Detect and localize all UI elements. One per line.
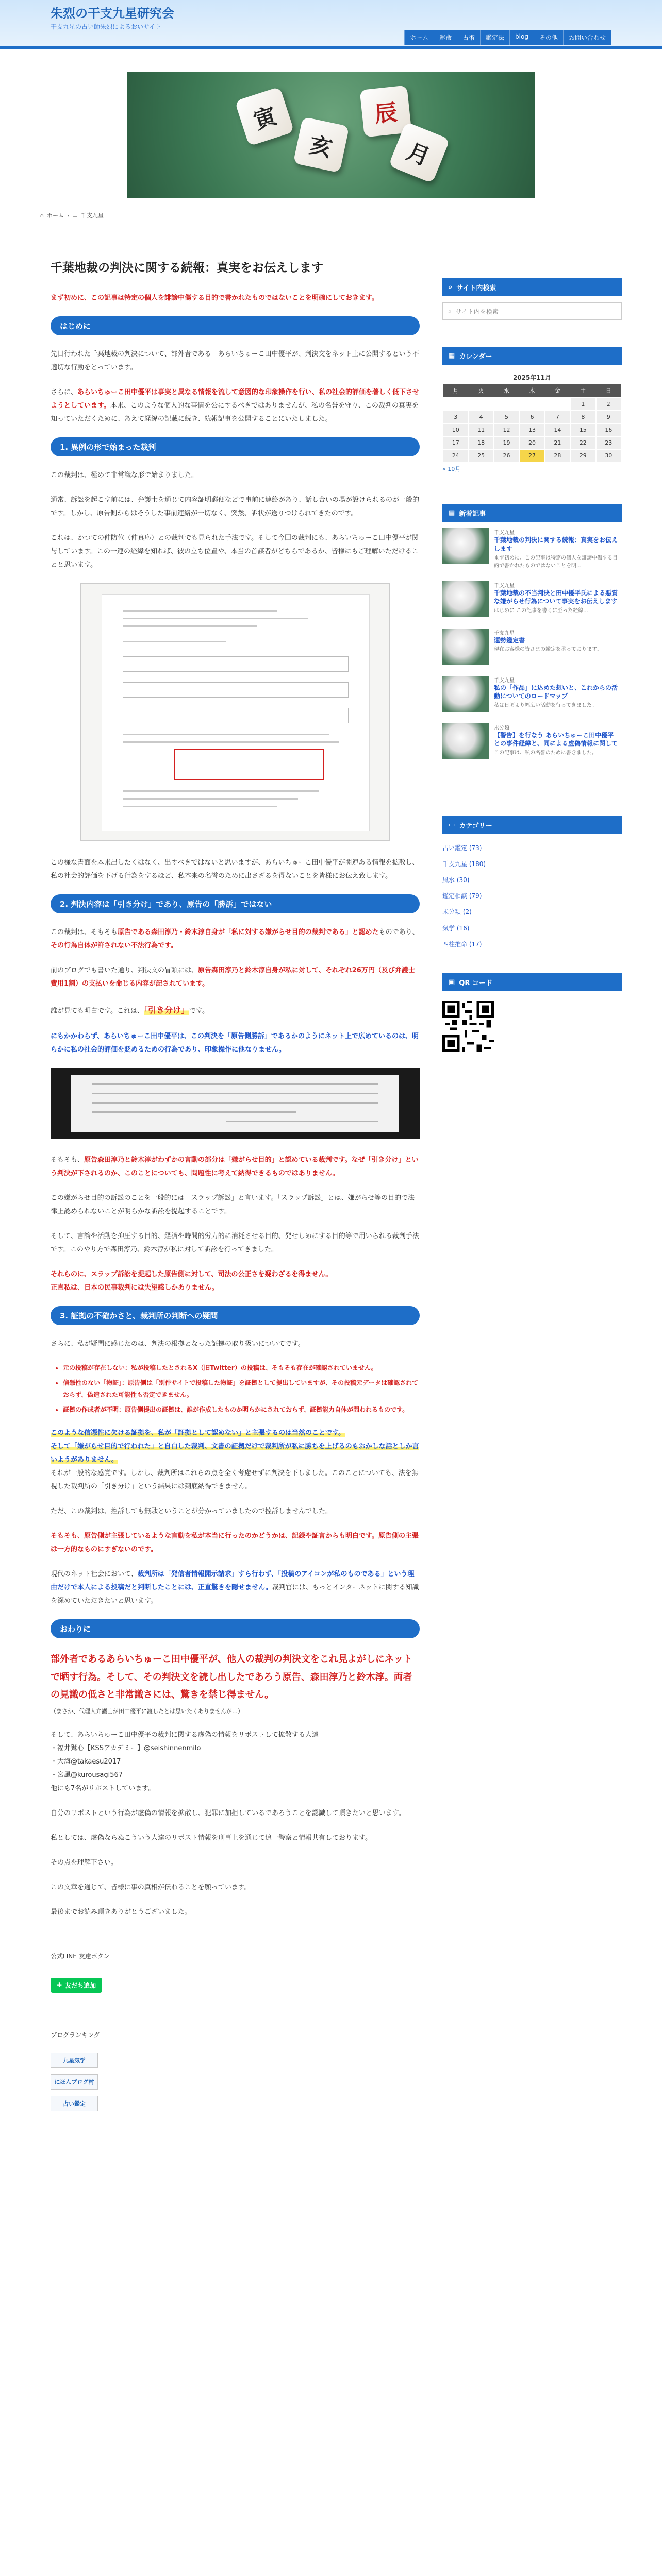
text-red: 原告森田淳乃と鈴木淳がわずかの言動の部分は「嫌がらせ目的」と認めている裁判です。なぜ「引き分け」という判決が下されるのか、 bbox=[51, 1156, 419, 1178]
highlight-box bbox=[174, 749, 324, 780]
judgment-document-image bbox=[80, 583, 390, 841]
widget-title-text: カテゴリー bbox=[459, 822, 492, 830]
paragraph bbox=[51, 386, 420, 426]
reposter-list bbox=[51, 1742, 420, 1782]
paragraph: それが一般的な感覚です。しかし、裁判所はこれらの点を全く考慮せずに判決を下しました。このことについても、法を無視した裁判所の「引き分け」という結果には到底納得できません。 bbox=[51, 1469, 419, 1491]
text-highlight: このような信憑性に欠ける証拠を、私が「証拠として認めない」と主張するのは当然のことです。 bbox=[51, 1429, 345, 1437]
calendar-icon: ▦ bbox=[449, 352, 455, 360]
paragraph: そもそも、原告側が主張しているような言動を私が本当に行ったのかどうかは、記録や証言からも明白です。原告側の主張は一方的なものにすぎないのです。 bbox=[51, 1532, 419, 1554]
calendar-week bbox=[443, 411, 621, 423]
paragraph: 通常、訴訟を起こす前には、弁護士を通じて内容証明郵便などで事前に連絡があり、話し合いの場が設けられるのが一般的です。しかし、原告側からはそうした事前連絡が一切なく、突然、訴状が送りつけられてきたのです。 bbox=[51, 496, 420, 518]
sidebar bbox=[442, 278, 622, 1054]
calendar-day[interactable]: 17 bbox=[443, 436, 468, 449]
line-button-label: 友だち追加 bbox=[65, 1981, 96, 1989]
widget-title-search bbox=[442, 278, 622, 296]
list-item: • 元の投稿が存在しない：私が投稿したとされるX（旧Twitter）の投稿は、そもそも存在が確認されていません。 bbox=[63, 1362, 420, 1374]
calendar-day[interactable]: 1 bbox=[570, 398, 595, 411]
calendar-day[interactable]: 27 bbox=[519, 449, 544, 462]
section-heading: 2. 判決内容は「引き分け」であり、原告の「勝訴」ではない bbox=[51, 894, 420, 913]
search-input[interactable] bbox=[442, 302, 622, 320]
nav-reading[interactable]: 鑑定法 bbox=[481, 30, 510, 45]
recent-post[interactable] bbox=[442, 528, 622, 570]
post-thumbnail[interactable] bbox=[442, 723, 489, 759]
paragraph: それらのに、スラップ訴訟を提起した原告側に対して、司法の公正さを疑わざるを得ません。 bbox=[51, 1270, 333, 1279]
paragraph: この様な書面を本来出したくはなく、出すべきではないと思いますが、あらいちゅーこ田中優平が関連ある情報を拡散し、私の社会的評価を下げる行為をするほど、私本来の名誉のために出さざるを得ないことを皆様にお伝え致します。 bbox=[51, 859, 419, 880]
calendar-day[interactable]: 13 bbox=[519, 423, 544, 436]
paragraph: この裁判は、極めて非常識な形で始まりました。 bbox=[51, 471, 198, 480]
folder-icon: ▭ bbox=[72, 212, 78, 219]
brand[interactable] bbox=[51, 3, 174, 31]
paragraph: にもかかわらず、あらいちゅーこ田中優平は、この判決を「原告側勝訴」であるかのようにネット上で広めているのは、明らかに私の社会的評価を貶めるための行為であり、印象操作に他なりません。 bbox=[51, 1032, 419, 1054]
hero-die: 辰 bbox=[359, 85, 411, 137]
text-red: 原告である森田淳乃・鈴木淳自身が「私に対する嫌がらせ目的の裁判である」と認めた bbox=[118, 928, 379, 937]
section-heading: はじめに bbox=[51, 316, 420, 335]
search-icon: ⌕ bbox=[448, 307, 452, 315]
post-title[interactable]: 私の「作品」に込めた想いと、これからの活動についてのロードマップ bbox=[494, 684, 618, 700]
widget-title-category bbox=[442, 816, 622, 834]
nav-blog[interactable]: blog bbox=[510, 30, 534, 45]
calendar-weekday: 火 bbox=[468, 384, 493, 398]
section-heading: おわりに bbox=[51, 1619, 420, 1638]
calendar bbox=[442, 371, 622, 463]
list-item: • 信憑性のない「物証」：原告側は「別件サイトで投稿した物証」を証拠として提出していますが、その投稿元データは確認されておらず、偽造された可能性も否定できません。 bbox=[63, 1377, 420, 1401]
paragraph bbox=[51, 1427, 420, 1440]
calendar-week bbox=[443, 398, 621, 411]
category-link[interactable]: 鑑定相談 (79) bbox=[442, 892, 482, 900]
calendar-day[interactable]: 7 bbox=[545, 411, 570, 423]
post-category: 千支九星 bbox=[494, 630, 515, 636]
ranking-banner[interactable]: にほんブログ村 bbox=[51, 2074, 98, 2090]
text: そもそも、 bbox=[51, 1156, 85, 1164]
calendar-day bbox=[519, 398, 544, 411]
calendar-weekday: 月 bbox=[443, 384, 468, 398]
list-item: • 証拠の作成者が不明：原告側提出の証拠は、誰が作成したものか明らかにされておらず、証拠能力自体が問われるものです。 bbox=[63, 1404, 420, 1416]
list-item: ・福井鷲心【KSSアカデミー】@seishinnenmilo bbox=[51, 1744, 201, 1752]
post-title[interactable]: 【警告】を行なう あらいちゅーこ田中優平 との事件経緯と、同による虚偽情報に関して bbox=[494, 731, 618, 748]
calendar-day[interactable]: 25 bbox=[468, 449, 493, 462]
paragraph bbox=[51, 926, 420, 953]
hero-die: 寅 bbox=[235, 87, 294, 146]
line-label: 公式LINE 友達ボタン bbox=[51, 1952, 110, 1960]
line-icon: ✚ bbox=[57, 1981, 62, 1989]
calendar-day bbox=[468, 398, 493, 411]
chevron-right-icon: › bbox=[67, 212, 70, 219]
widget-title-text: 新着記事 bbox=[459, 510, 486, 518]
text-red: あらいちゅーこ田中優平は事実と異なる情報を流して意図的な印象操作を行い、私の社会的評価を著しく低下させようとしています。 bbox=[51, 388, 420, 410]
paragraph: 他にも7名がリポストしています。 bbox=[51, 1784, 155, 1792]
calendar-day[interactable]: 16 bbox=[596, 423, 621, 436]
calendar-weekday: 木 bbox=[519, 384, 544, 398]
post-category: 千支九星 bbox=[494, 583, 515, 589]
widget-title-text: サイト内検索 bbox=[456, 284, 496, 292]
post-excerpt: この記事は、私の名誉のために書きました。 bbox=[494, 750, 597, 756]
text: です。 bbox=[189, 1007, 209, 1015]
section-heading: 3. 証拠の不確かさと、裁判所の判断への疑問 bbox=[51, 1306, 420, 1325]
calendar-day bbox=[443, 398, 468, 411]
blog-ranking-label: ブログランキング bbox=[51, 2031, 100, 2039]
text-highlight: そして「嫌がらせ目的で行われた」と自白した裁判、文書の証拠だけで裁判所が私に勝ちを上げるのもおかしな話としか言いようがありません。 bbox=[51, 1443, 419, 1464]
quote-image-text bbox=[71, 1075, 399, 1132]
calendar-day[interactable]: 20 bbox=[519, 436, 544, 449]
post-title[interactable]: 運勢鑑定書 bbox=[494, 636, 525, 644]
calendar-day[interactable]: 29 bbox=[570, 449, 595, 462]
nav-other[interactable]: その他 bbox=[534, 30, 564, 45]
calendar-day[interactable]: 24 bbox=[443, 449, 468, 462]
paragraph: 正直私は、日本の民事裁判には失望感しかありません。 bbox=[51, 1284, 219, 1292]
paragraph bbox=[51, 1154, 420, 1180]
calendar-day[interactable]: 28 bbox=[545, 449, 570, 462]
calendar-prev-link[interactable]: « 10月 bbox=[442, 466, 461, 472]
document-page bbox=[102, 594, 370, 831]
calendar-week bbox=[443, 436, 621, 449]
folder-icon: ▭ bbox=[449, 821, 455, 829]
post-title[interactable]: 千葉地裁の判決に関する続報：真実をお伝えします bbox=[494, 536, 618, 552]
category-list bbox=[442, 840, 622, 953]
calendar-weekday: 水 bbox=[494, 384, 519, 398]
paragraph: ただ、この裁判は、控訴しても無駄ということが分かっていましたので控訴しませんでした。 bbox=[51, 1507, 333, 1516]
nav-contact[interactable]: お問い合わせ bbox=[564, 30, 611, 45]
post-thumbnail[interactable] bbox=[442, 581, 489, 617]
text: この裁判は、そもそも bbox=[51, 928, 118, 937]
paragraph: そして、あらいちゅーこ田中優平の裁判に関する虚偽の情報をリポストして拡散する人達 bbox=[51, 1731, 319, 1739]
text: 裁判官には、もっとインターネットに関する知識を深めていただきたいと思います。 bbox=[51, 1584, 419, 1605]
paragraph: 部外者であるあらいちゅーこ田中優平が、他人の裁判の判決文をこれ見よがしにネットで晒す行為。そして、その判決文を読し出したであろう原告、森田淳乃と鈴木淳。両者の見識の低さと非常識さには、驚きを禁じ得ません。 bbox=[51, 1654, 412, 1700]
widget-title-text: QR コード bbox=[459, 979, 492, 987]
calendar-week bbox=[443, 423, 621, 436]
post-excerpt: まず初めに、この記事は特定の個人を誹謗中傷する目的で書かれたものではないことを明... bbox=[494, 555, 618, 569]
category-link[interactable]: 風水 (30) bbox=[442, 876, 470, 884]
calendar-day[interactable]: 3 bbox=[443, 411, 468, 423]
site-title[interactable]: 朱烈の干支九星研究会 bbox=[51, 6, 174, 21]
site-header bbox=[0, 0, 662, 49]
calendar-day[interactable]: 12 bbox=[494, 423, 519, 436]
paragraph: 私としては、虚偽ならぬこういう人達のリポスト情報を刑事上を通じて追一警察と情報共有しております。 bbox=[51, 1834, 372, 1842]
category-link[interactable]: 気学 (16) bbox=[442, 924, 470, 932]
quote-image bbox=[51, 1068, 420, 1139]
paragraph: この文章を通じて、皆様に事の真相が伝わることを願っています。 bbox=[51, 1883, 251, 1891]
calendar-day bbox=[545, 398, 570, 411]
calendar-day bbox=[494, 398, 519, 411]
text-red: このことについても、問題性に考えて納得できるものではありません。 bbox=[124, 1170, 339, 1178]
post-thumbnail[interactable] bbox=[442, 676, 489, 712]
paragraph: これは、かつての仲防位（仲真応）との裁判でも見られた手法です。そして今回の裁判にも、あらいちゅーこ田中優平が関与しています。この一連の経緯を知れば、彼の立ち位置や、本当の首謀者がどちらであるか、皆様にもご理解いただけることと思います。 bbox=[51, 534, 419, 569]
paragraph: 自分のリポストという行為が虚偽の情報を拡散し、犯罪に加担しているであろうことを認識して頂きたいと思います。 bbox=[51, 1809, 405, 1817]
calendar-weekday: 日 bbox=[596, 384, 621, 398]
calendar-day[interactable]: 11 bbox=[468, 423, 493, 436]
lead-text: まず初めに、この記事は特定の個人を誹謗中傷する目的で書かれたものではないことを明確にしておきます。 bbox=[51, 294, 378, 302]
calendar-day[interactable]: 8 bbox=[570, 411, 595, 423]
calendar-day[interactable]: 18 bbox=[468, 436, 493, 449]
calendar-day[interactable]: 19 bbox=[494, 436, 519, 449]
post-category: 千支九星 bbox=[494, 530, 515, 536]
calendar-weekday: 金 bbox=[545, 384, 570, 398]
post-excerpt: 現在お客様の皆さまの鑑定を承っております。 bbox=[494, 647, 602, 653]
widget-title-recent bbox=[442, 504, 622, 522]
text-red: 原告森田淳乃と鈴木淳自身が私に対して、それぞれ26万円（及び弁護士費用1割）の支払いを命じる内容が記されています。 bbox=[51, 967, 415, 988]
category-link[interactable]: 未分類 (2) bbox=[442, 908, 472, 916]
calendar-day[interactable]: 10 bbox=[443, 423, 468, 436]
paragraph: この嫌がらせ目的の訴訟のことを一般的には「スラップ訴訟」と言います。「スラップ訴訟」とは、嫌がらせ等の目的で法律上認められないことが明らかな訴訟を提起することです。 bbox=[51, 1194, 415, 1216]
calendar-day[interactable]: 22 bbox=[570, 436, 595, 449]
calendar-day[interactable]: 9 bbox=[596, 411, 621, 423]
text: さらに、 bbox=[51, 388, 78, 397]
nav-home[interactable]: ホーム bbox=[404, 30, 434, 45]
nav-fortune[interactable]: 運命 bbox=[434, 30, 457, 45]
paragraph: その点を理解下さい。 bbox=[51, 1858, 118, 1867]
calendar-day[interactable]: 4 bbox=[468, 411, 493, 423]
widget-title-qr bbox=[442, 973, 622, 991]
calendar-weekday: 土 bbox=[570, 384, 595, 398]
text-blue: 裁判所は「発信者情報開示請求」すら行わず、「投稿のアイコンが私のものである」という理由だけで本人による投稿だと判断したことには、正直驚きを隠せません。 bbox=[51, 1570, 415, 1592]
post-excerpt: 私は日頃より幅広い活動を行ってきました。 bbox=[494, 703, 597, 709]
hero-image bbox=[127, 72, 535, 198]
calendar-day[interactable]: 6 bbox=[519, 411, 544, 423]
category-link[interactable]: 四柱推命 (17) bbox=[442, 940, 482, 948]
paragraph: 最後までお読み頂きありがとうございました。 bbox=[51, 1908, 192, 1916]
paragraph: 先日行われた千葉地裁の判決について、部外者である あらいちゅーこ田中優平が、判決文をネット上に公開するという不適切な行動をとっています。 bbox=[51, 350, 419, 372]
post-category: 未分類 bbox=[494, 725, 509, 731]
post-thumbnail[interactable] bbox=[442, 528, 489, 564]
hero-die: 月 bbox=[388, 122, 450, 183]
page-title: 千葉地裁の判決に関する続報：真実をお伝えします bbox=[51, 261, 323, 275]
calendar-day[interactable]: 26 bbox=[494, 449, 519, 462]
section-heading: 1. 異例の形で始まった裁判 bbox=[51, 437, 420, 456]
category-link[interactable]: 占い鑑定 (73) bbox=[442, 844, 482, 852]
post-title[interactable]: 千葉地裁の不当判決と田中優平氏による悪質な嫌がらせ行為について事実をお伝えします bbox=[494, 589, 618, 605]
qr-icon: ▣ bbox=[449, 978, 455, 986]
paragraph bbox=[51, 1568, 420, 1608]
recent-post[interactable] bbox=[442, 676, 622, 712]
search-placeholder: サイト内を検索 bbox=[455, 308, 499, 315]
nav-divination[interactable]: 占術 bbox=[457, 30, 481, 45]
recent-post[interactable] bbox=[442, 629, 622, 665]
ranking-banner[interactable]: 九星気学 bbox=[51, 2053, 98, 2068]
breadcrumb-home[interactable]: ホーム bbox=[46, 212, 64, 219]
text: 本来、このような個人的な事情を公にするべきではありませんが、私の名誉を守り、この裁判の真実を知っていただくために、あえて経緯の記載に続き、続報記事を公開することにいたしました。 bbox=[51, 402, 419, 423]
text-highlight: 「引き分け」 bbox=[143, 1005, 189, 1015]
line-add-friend-button[interactable] bbox=[51, 1978, 102, 1993]
article bbox=[51, 260, 420, 2117]
calendar-day[interactable]: 23 bbox=[596, 436, 621, 449]
evidence-list bbox=[63, 1362, 420, 1415]
text: ものであり、 bbox=[378, 928, 419, 937]
list-item: ・大海@takaesu2017 bbox=[51, 1757, 121, 1766]
calendar-week bbox=[443, 449, 621, 462]
post-category: 千支九星 bbox=[494, 677, 515, 684]
calendar-day[interactable]: 15 bbox=[570, 423, 595, 436]
qr-code bbox=[442, 1001, 494, 1052]
calendar-day[interactable]: 2 bbox=[596, 398, 621, 411]
global-nav bbox=[404, 30, 611, 45]
site-tagline: 干支九星の占い師朱烈によるおいサイト bbox=[51, 23, 162, 30]
ranking-banner[interactable]: 占い鑑定 bbox=[51, 2096, 98, 2111]
category-link[interactable]: 千支九星 (180) bbox=[442, 860, 486, 868]
breadcrumb bbox=[40, 211, 104, 219]
widget-title-calendar bbox=[442, 347, 622, 365]
calendar-day[interactable]: 5 bbox=[494, 411, 519, 423]
text: 現代のネット社会において、 bbox=[51, 1570, 138, 1579]
doc-icon: ▤ bbox=[449, 509, 455, 517]
paragraph bbox=[51, 964, 420, 991]
post-thumbnail[interactable] bbox=[442, 629, 489, 665]
paragraph: そして、言論や活動を抑圧する目的、経済や時間的労力的に消耗させる目的、発せしめにする目的等で用いられる裁判手法です。このやり方で森田淳乃、鈴木淳が私に対して訴訟を行ってきました。 bbox=[51, 1232, 419, 1254]
calendar-day[interactable]: 30 bbox=[596, 449, 621, 462]
widget-title-text: カレンダー bbox=[459, 353, 492, 361]
paragraph: （まさか、代理人弁護士が田中優平に渡したとは思いたくありませんが…） bbox=[51, 1707, 243, 1715]
breadcrumb-category[interactable]: 千支九星 bbox=[80, 212, 104, 219]
home-icon: ⌂ bbox=[40, 212, 44, 219]
recent-post[interactable] bbox=[442, 723, 622, 759]
text: 誰が見ても明白です。これは、 bbox=[51, 1007, 144, 1015]
text-red: その行為自体が許されない不法行為です。 bbox=[51, 942, 177, 950]
calendar-day[interactable]: 14 bbox=[545, 423, 570, 436]
list-item: ・宮風@kurousagi567 bbox=[51, 1771, 123, 1779]
paragraph: さらに、私が疑問に感じたのは、判決の根拠となった証拠の取り扱いについてです。 bbox=[51, 1340, 305, 1348]
text: 前のブログでも書いた通り、判決文の冒頭には、 bbox=[51, 967, 198, 975]
paragraph bbox=[51, 1440, 420, 1467]
search-icon: ⌕ bbox=[449, 283, 453, 291]
calendar-caption: 2025年11月 bbox=[512, 374, 552, 381]
recent-post[interactable] bbox=[442, 581, 622, 617]
post-excerpt: はじめに この記事を書くに至った経緯... bbox=[494, 608, 588, 614]
paragraph bbox=[51, 1002, 420, 1019]
nav-strip bbox=[0, 46, 662, 49]
calendar-day[interactable]: 21 bbox=[545, 436, 570, 449]
hero-die: 亥 bbox=[293, 116, 349, 173]
